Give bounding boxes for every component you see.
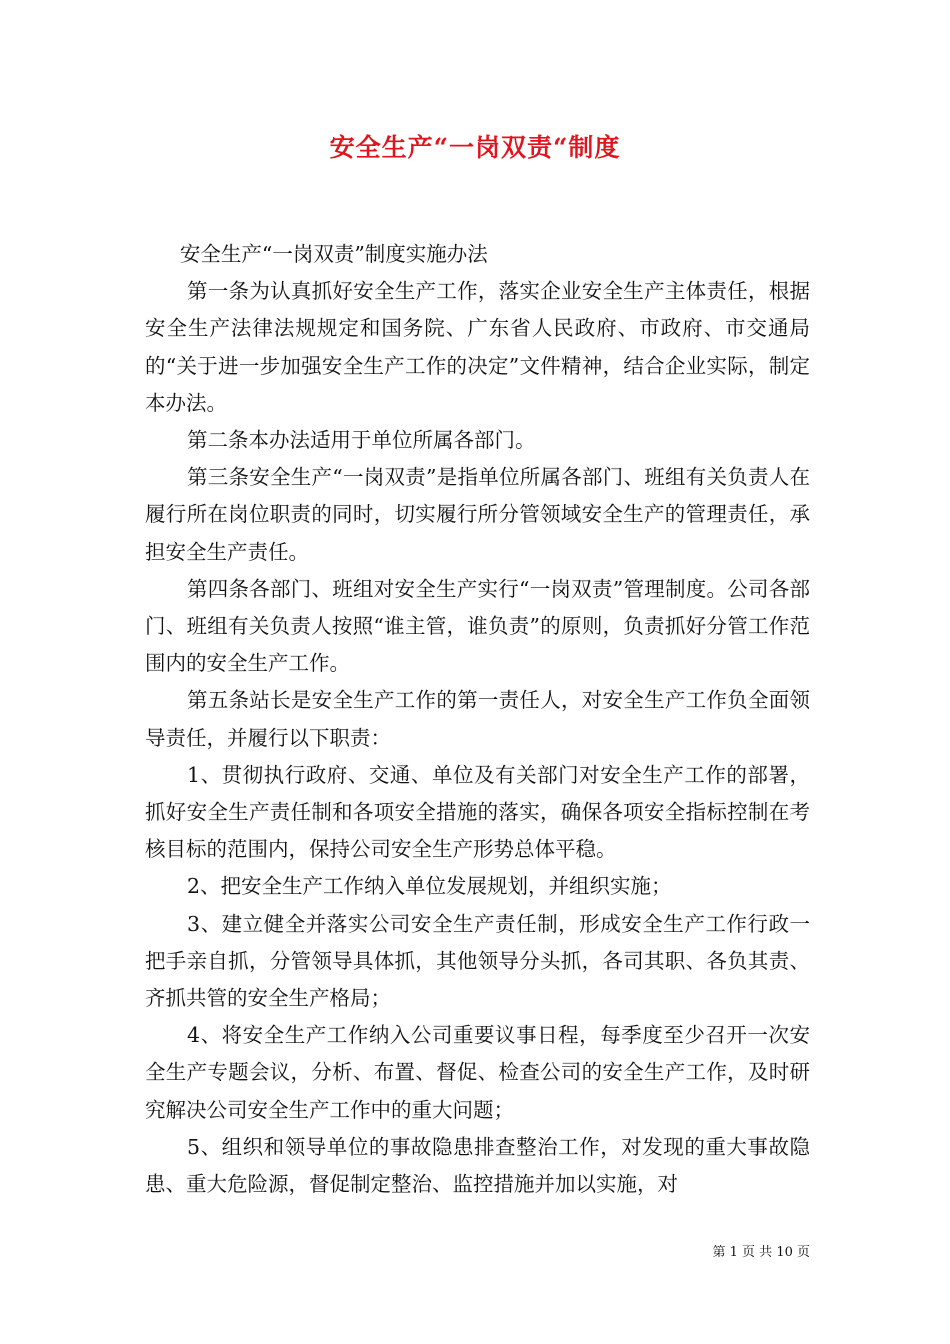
document-title: 安全生产“一岗双责“制度 [329, 133, 621, 162]
paragraph-item-5: 5、组织和领导单位的事故隐患排查整治工作，对发现的重大事故隐患、重大危险源，督促制定整治、监控措施并加以实施，对 [145, 1134, 810, 1197]
paragraph-article-5: 第五条站长是安全生产工作的第一责任人，对安全生产工作负全面领导责任，并履行以下职责： [145, 688, 810, 750]
paragraph-item-3: 3、建立健全并落实公司安全生产责任制，形成安全生产工作行政一把手亲自抓，分管领导具体抓，其他领导分头抓，各司其职、各负其责、齐抓共管的安全生产格局； [145, 911, 810, 1011]
paragraph-article-1: 第一条为认真抓好安全生产工作，落实企业安全生产主体责任，根据安全生产法律法规规定和国务院、广东省人民政府、市政府、市交通局的“关于进一步加强安全生产工作的决定”文件精神，结合企业实际，制定本办法。 [145, 279, 810, 415]
paragraph-subtitle: 安全生产“一岗双责”制度实施办法 [179, 242, 488, 266]
paragraph-item-4: 4、将安全生产工作纳入公司重要议事日程，每季度至少召开一次安全生产专题会议，分析、布置、督促、检查公司的安全生产工作，及时研究解决公司安全生产工作中的重大问题； [145, 1023, 810, 1122]
page-number: 第 1 页 共 10 页 [712, 1245, 810, 1260]
paragraph-article-3: 第三条安全生产“一岗双责”是指单位所属各部门、班组有关负责人在履行所在岗位职责的同时，切实履行所分管领域安全生产的管理责任，承担安全生产责任。 [145, 465, 810, 564]
paragraph-item-2: 2、把安全生产工作纳入单位发展规划，并组织实施； [187, 874, 672, 899]
document-body [145, 236, 810, 1203]
paragraph-article-4: 第四条各部门、班组对安全生产实行“一岗双责”管理制度。公司各部门、班组有关负责人按照“谁主管，谁负责”的原则，负责抓好分管工作范围内的安全生产工作。 [145, 576, 810, 676]
paragraph-article-2: 第二条本办法适用于单位所属各部门。 [187, 428, 536, 453]
paragraph-item-1: 1、贯彻执行政府、交通、单位及有关部门对安全生产工作的部署，抓好安全生产责任制和各项安全措施的落实，确保各项安全指标控制在考核目标的范围内，保持公司安全生产形势总体平稳。 [145, 762, 810, 862]
